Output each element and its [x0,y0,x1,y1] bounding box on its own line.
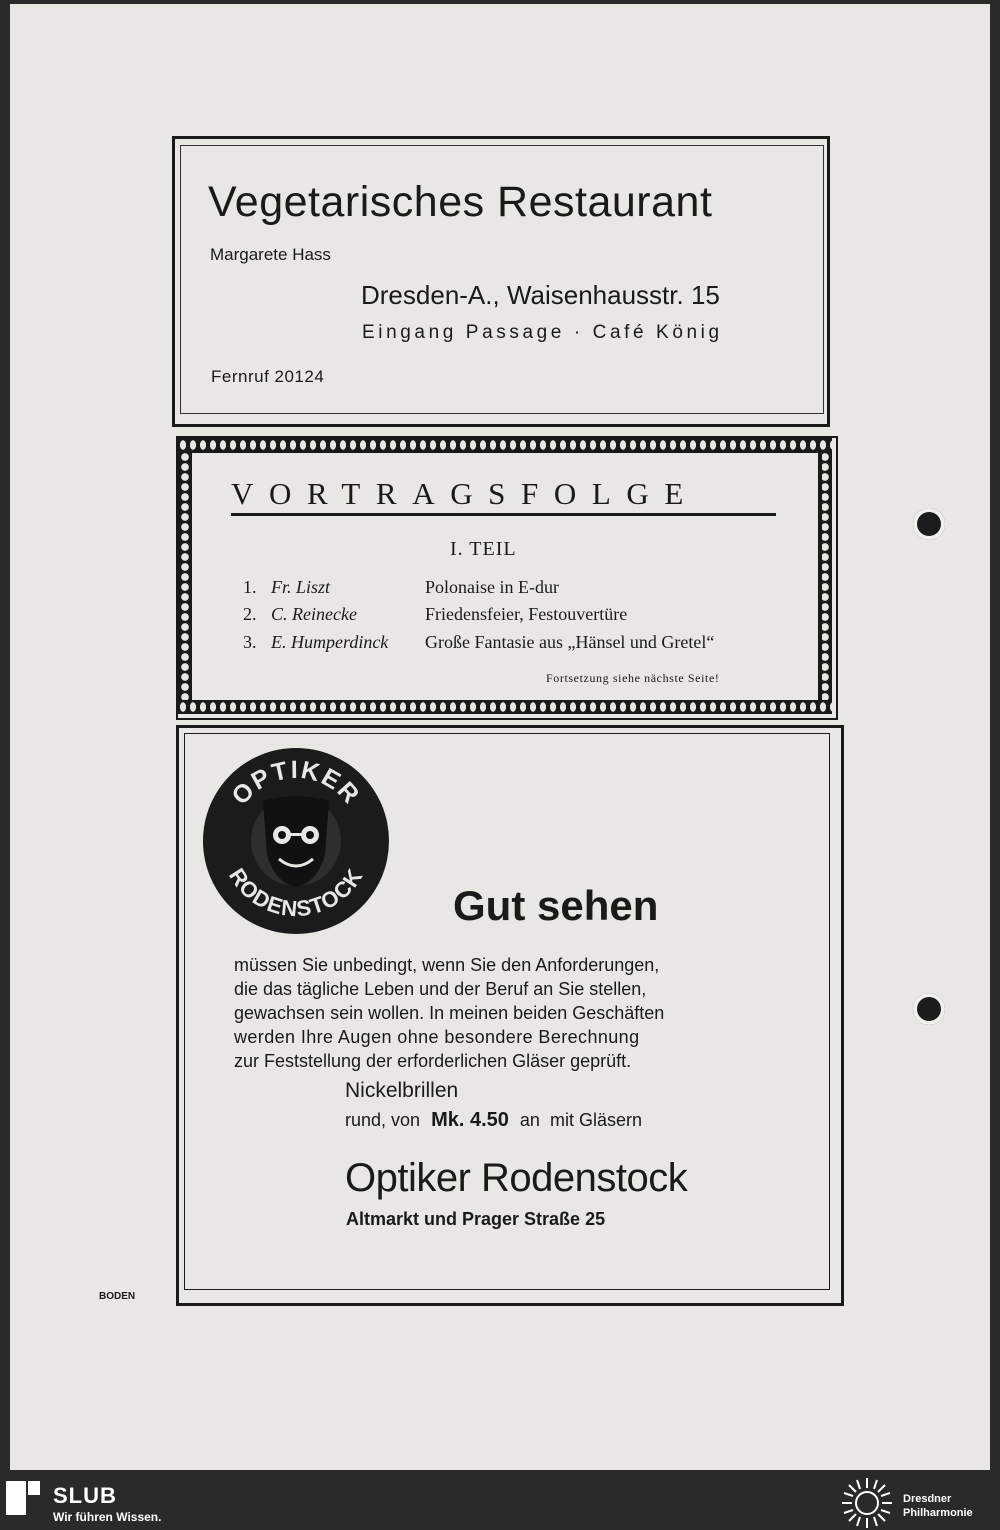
optiker-body-line: werden Ihre Augen ohne besondere Berechnung [234,1027,640,1047]
program-item-number: 1. [243,577,257,597]
optiker-body-line: gewachsen sein wollen. In meinen beiden Geschäften [234,1003,665,1023]
program-heading-underline [231,513,776,516]
price-prefix: rund, von [345,1110,421,1130]
price-suffix: an mit Gläsern [519,1110,642,1130]
slub-name: SLUB [53,1483,117,1508]
program-item-number: 2. [243,604,257,624]
program-item-composer: Fr. Liszt [271,577,331,597]
optiker-name: Optiker Rodenstock [345,1156,688,1200]
optiker-price-line [345,1109,642,1132]
logo-text-bottom: RODENSTOCK [224,863,368,922]
slub-logo-icon [6,1481,40,1515]
program-item-number: 3. [243,632,257,652]
program-item-composer: E. Humperdinck [271,632,389,652]
program-item-work: Große Fantasie aus „Hänsel und Gretel“ [425,632,715,652]
restaurant-owner: Margarete Hass [210,245,331,264]
program-ornament-top [178,438,832,452]
philharmonie-name-line1: Dresdner [903,1493,952,1505]
punch-hole-top [913,508,945,540]
mask-face-icon [255,793,337,893]
restaurant-phone: Fernruf 20124 [211,367,325,386]
restaurant-entrance: Eingang Passage · Café König [362,322,723,343]
program-item-work: Polonaise in E-dur [425,577,559,597]
philharmonie-logo-icon [840,1476,894,1530]
program-continuation-note: Fortsetzung siehe nächste Seite! [546,671,720,685]
optiker-body-line: die das tägliche Leben und der Beruf an Sie stellen, [234,979,647,999]
optiker-body-line: müssen Sie unbedingt, wenn Sie den Anforderungen, [234,955,660,975]
logo-text-top: OPTIKER [226,755,366,811]
program-ornament-bottom [178,700,832,714]
program-item-composer: C. Reinecke [271,604,357,624]
restaurant-address: Dresden-A., Waisenhausstr. 15 [361,280,720,310]
optiker-address: Altmarkt und Prager Straße 25 [346,1209,606,1229]
optiker-product: Nickelbrillen [345,1079,459,1102]
philharmonie-name-line2: Philharmonie [903,1507,973,1519]
printer-mark: BODEN [99,1291,136,1302]
optiker-body-line: zur Feststellung der erforderlichen Gläser geprüft. [234,1051,632,1071]
optiker-headline: Gut sehen [453,882,659,929]
program-part-label: I. TEIL [450,538,517,560]
slub-tagline: Wir führen Wissen. [53,1510,162,1524]
punch-hole-bottom [913,993,945,1025]
program-heading: VORTRAGSFOLGE [231,476,699,511]
restaurant-title: Vegetarisches Restaurant [208,178,713,226]
program-item-work: Friedensfeier, Festouvertüre [425,604,628,624]
price-value: Mk. 4.50 [431,1109,509,1131]
